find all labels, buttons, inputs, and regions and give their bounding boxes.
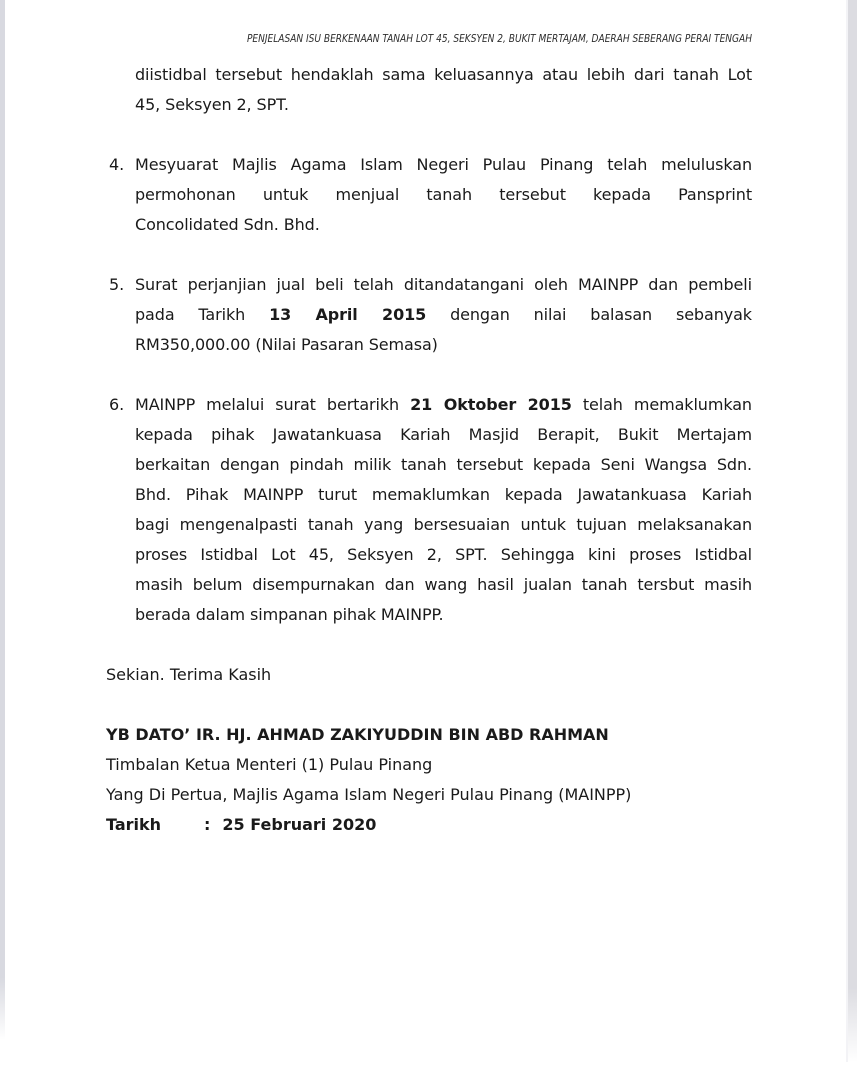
signatory-position-1: Timbalan Ketua Menteri (1) Pulau Pinang [106, 755, 433, 774]
list-item-6 [106, 390, 752, 630]
date-separator: : [204, 815, 211, 834]
bold-date-text: 21 Oktober 2015 [410, 395, 572, 414]
signature-block [106, 720, 752, 840]
body-text: diistidbal tersebut hendaklah sama keluasannya atau lebih dari tanah Lot [135, 65, 752, 84]
text-line [135, 180, 752, 210]
body-text: berada dalam simpanan pihak MAINPP. [135, 605, 444, 624]
list-item-5 [106, 270, 752, 360]
body-text: 45, Seksyen 2, SPT. [135, 95, 289, 114]
body-text: Bhd. Pihak MAINPP turut memaklumkan kepada Jawatankuasa Kariah [135, 485, 752, 504]
running-header: PENJELASAN ISU BERKENAAN TANAH LOT 45, SEKSYEN 2, BUKIT MERTAJAM, DAERAH SEBERANG PERAI TENGAH [246, 33, 752, 45]
list-item-number: 4. [109, 155, 125, 174]
paragraph-continuation [106, 60, 752, 120]
body-text: Mesyuarat Majlis Agama Islam Negeri Pulau Pinang telah meluluskan [135, 155, 752, 174]
text-line [135, 480, 752, 510]
body-text: permohonan untuk menjual tanah tersebut kepada Pansprint [135, 185, 752, 204]
document-content [106, 0, 752, 840]
body-text: pada Tarikh [135, 305, 246, 324]
body-text: masih belum disempurnakan dan wang hasil jualan tanah tersbut masih [135, 575, 752, 594]
text-line [135, 420, 752, 450]
body-text: Concolidated Sdn. Bhd. [135, 215, 320, 234]
text-line [135, 150, 752, 180]
body-text: Surat perjanjian jual beli telah ditandatangani oleh MAINPP dan pembeli [135, 275, 752, 294]
text-line [135, 270, 752, 300]
body-text: bagi mengenalpasti tanah yang bersesuaian untuk tujuan melaksanakan [135, 515, 752, 534]
text-line [135, 210, 752, 240]
list-item-number: 5. [109, 275, 125, 294]
body-paragraphs [106, 60, 752, 630]
body-text: dengan nilai balasan sebanyak [450, 305, 752, 324]
body-text: MAINPP melalui surat bertarikh [135, 395, 400, 414]
body-text: berkaitan dengan pindah milik tanah tersebut kepada Seni Wangsa Sdn. [135, 455, 752, 474]
text-line [135, 90, 752, 120]
body-text: RM350,000.00 (Nilai Pasaran Semasa) [135, 335, 438, 354]
body-text: kepada pihak Jawatankuasa Kariah Masjid Berapit, Bukit Mertajam [135, 425, 752, 444]
body-text: telah memaklumkan [582, 395, 752, 414]
document-date-line [106, 810, 752, 840]
signatory-name: YB DATO’ IR. HJ. AHMAD ZAKIYUDDIN BIN ABD RAHMAN [106, 725, 609, 744]
body-text: proses Istidbal Lot 45, Seksyen 2, SPT. Sehingga kini proses Istidbal [135, 545, 752, 564]
text-line [135, 510, 752, 540]
text-line [135, 390, 752, 420]
date-value: 25 Februari 2020 [222, 815, 377, 834]
text-line [135, 300, 752, 330]
text-line [135, 60, 752, 90]
closing-remark: Sekian. Terima Kasih [106, 665, 272, 684]
text-line [135, 570, 752, 600]
text-line [135, 330, 752, 360]
text-line [135, 600, 752, 630]
list-item-4 [106, 150, 752, 240]
page-right-edge-shadow [846, 0, 857, 1062]
signatory-position-2: Yang Di Pertua, Majlis Agama Islam Negeri Pulau Pinang (MAINPP) [106, 785, 632, 804]
date-label: Tarikh [106, 815, 162, 834]
bold-date-text: 13 April 2015 [269, 305, 427, 324]
page-left-edge-shadow [0, 0, 5, 1040]
text-line [135, 540, 752, 570]
text-line [135, 450, 752, 480]
list-item-number: 6. [109, 395, 125, 414]
